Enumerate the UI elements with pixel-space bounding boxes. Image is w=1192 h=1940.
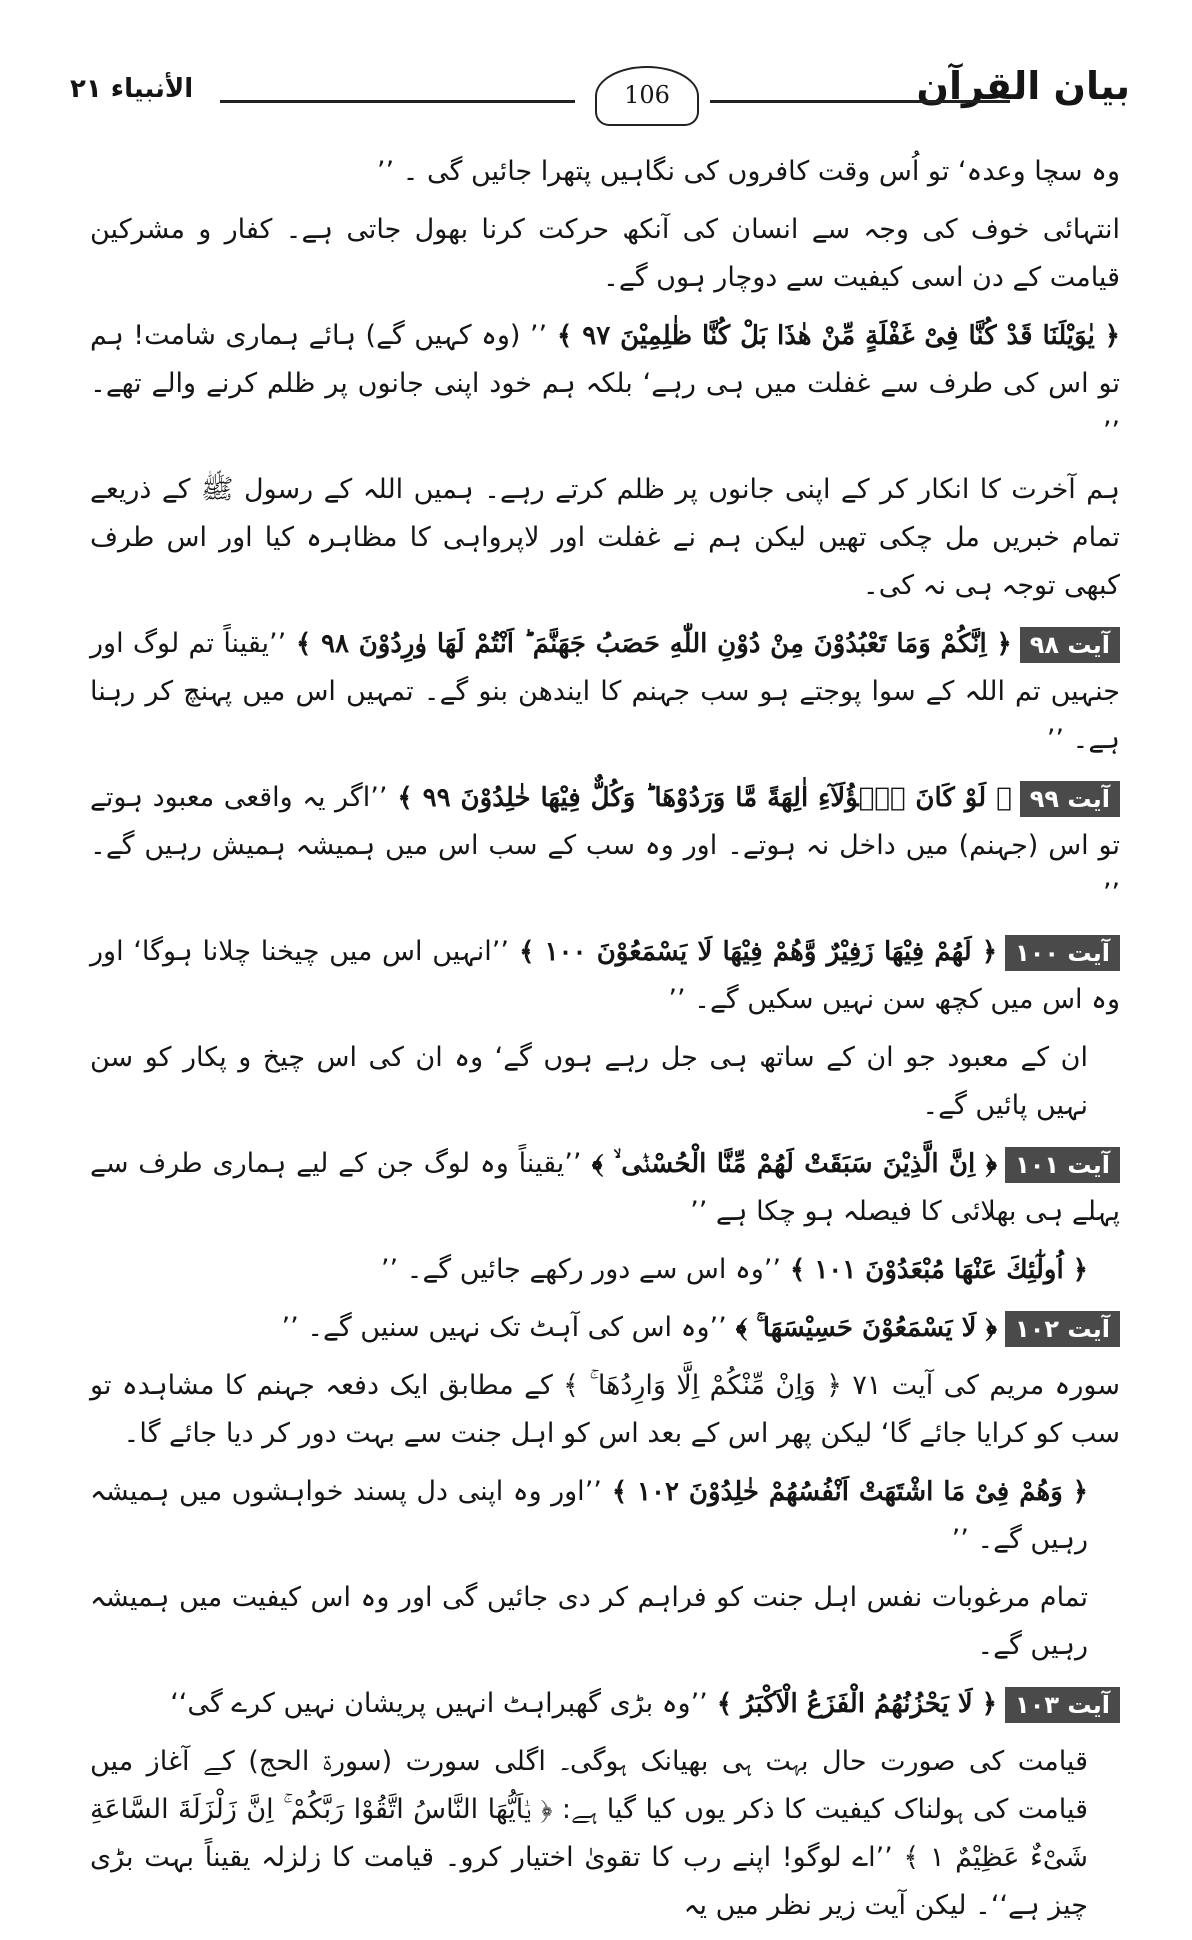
paragraph-gap (90, 918, 1120, 928)
ayah-number-badge: آیت ۱۰۱ (1005, 1147, 1120, 1183)
paragraph (90, 620, 1120, 764)
arabic-verse: ﴿ یٰوَیْلَنَا قَدْ کُنَّا فِیْ غَفْلَةٍ مِّنْ هٰذَا بَلْ کُنَّا ظٰلِمِیْنَ ۹۷ ﴾ (547, 321, 1121, 351)
surah-name: الأنبیاء ۲۱ (70, 74, 194, 104)
ayah-number-badge: آیت ۱۰۳ (1005, 1687, 1120, 1723)
urdu-text: ان کے معبود جو ان کے ساتھ ہی جل رہے ہوں گے‘ وہ ان کی اس چیخ و پکار کو سن نہیں پائیں گے۔ (90, 1042, 1088, 1121)
ayah-number-badge: آیت ۱۰۰ (1005, 935, 1120, 971)
paragraph-gap (90, 1930, 1120, 1940)
paragraph-gap (90, 1352, 1120, 1362)
paragraph (90, 1680, 1120, 1728)
page-number: 106 (595, 66, 699, 126)
paragraph (90, 928, 1120, 1024)
urdu-text: انتہائی خوف کی وجہ سے انسان کی آنکھ حرکت کرنا بھول جاتی ہے۔ کفار و مشرکین قیامت کے دن اسی کیفیت سے دوچار ہوں گے۔ (90, 214, 1120, 293)
urdu-text: ’’یقیناً وہ لوگ جن کے لیے ہماری طرف سے پہلے ہی بھلائی کا فیصلہ ہو چکا ہے ’’ (90, 1148, 1120, 1227)
paragraph (90, 1304, 1120, 1352)
ayah-number-badge: آیت ۱۰۲ (1005, 1311, 1120, 1347)
urdu-text: ’’اگر یہ واقعی معبود ہوتے تو اس (جہنم) میں داخل نہ ہوتے۔ اور وہ سب کے سب اس میں ہمیشہ ہمیش رہیں گے۔ ’’ (90, 782, 1120, 909)
paragraph (90, 1738, 1120, 1930)
urdu-text: ’’انہیں اس میں چیخنا چلانا ہوگا‘ اور وہ اس میں کچھ سن نہیں سکیں گے۔ ’’ (90, 936, 1120, 1015)
paragraph-gap (90, 302, 1120, 312)
arabic-verse: ﴿ لَا یَسْمَعُوْنَ حَسِیْسَهَا ۚ ﴾ (726, 1313, 998, 1343)
ayah-number-badge: آیت ۹۹ (1020, 781, 1120, 817)
urdu-text: ’’وہ اس سے دور رکھے جائیں گے۔ ’’ (380, 1254, 781, 1285)
book-title: بیان القرآن (916, 64, 1130, 108)
urdu-text: وہ سچا وعدہ‘ تو اُس وقت کافروں کی نگاہیں پتھرا جائیں گی ۔ ’’ (376, 156, 1120, 187)
paragraph (90, 206, 1120, 302)
paragraph (90, 774, 1120, 918)
paragraph (90, 1034, 1120, 1130)
paragraph (90, 148, 1120, 196)
paragraph-gap (90, 1024, 1120, 1034)
urdu-text: ’’وہ بڑی گھبراہٹ انہیں پریشان نہیں کرے گی‘‘ (170, 1688, 708, 1719)
urdu-text: تمام مرغوبات نفس اہل جنت کو فراہم کر دی جائیں گی اور وہ اس کیفیت میں ہمیشہ رہیں گے۔ (90, 1582, 1088, 1661)
urdu-text: ’’وہ اس کی آہٹ تک نہیں سنیں گے۔ ’’ (281, 1312, 727, 1343)
paragraph-gap (90, 1130, 1120, 1140)
paragraph-gap (90, 1728, 1120, 1738)
paragraph-gap (90, 1294, 1120, 1304)
paragraph-gap (90, 610, 1120, 620)
paragraph (90, 1362, 1120, 1458)
ayah-number-badge: آیت ۹۸ (1020, 627, 1120, 663)
paragraph (90, 1246, 1120, 1294)
arabic-verse: ﴿ لَا یَحْزُنُهُمُ الْفَزَعُ الْاَکْبَرُ ﴾ (707, 1689, 998, 1719)
urdu-text: ’’یقیناً تم لوگ اور جنہیں تم اللہ کے سوا پوجتے ہو سب جہنم کا ایندھن بنو گے۔ تمہیں اس میں پہنچ کر رہنا ہے۔ ’’ (90, 628, 1120, 755)
paragraph-gap (90, 1458, 1120, 1468)
paragraph-gap (90, 1670, 1120, 1680)
paragraph-gap (90, 1564, 1120, 1574)
arabic-verse: ﴿ وَهُمْ فِیْ مَا اشْتَهَتْ اَنْفُسُهُمْ خٰلِدُوْنَ ۱۰۲ ﴾ (601, 1477, 1088, 1507)
paragraph (90, 1140, 1120, 1236)
paragraph (90, 312, 1120, 456)
arabic-verse: ﴿ اِنَّکُمْ وَمَا تَعْبُدُوْنَ مِنْ دُوْنِ اللّٰهِ حَصَبُ جَهَنَّمَ ؕ اَنْتُمْ لَهَا وٰرِدُوْنَ ۹۸ ﴾ (286, 629, 1012, 659)
urdu-text: قیامت کی صورت حال بہت ہی بھیانک ہوگی۔ اگلی سورت (سورۃ الحج) کے آغاز میں قیامت کی ہولناک کیفیت کا ذکر یوں کیا گیا ہے: ﴿ یٰۤاَیُّهَا النَّاسُ اتَّقُوْا رَبَّکُمْ ۚ اِنَّ زَلْزَلَةَ السَّاعَةِ شَیْءٌ عَظِیْمٌ ۱ ﴾ ’’اے لوگو! اپنے رب کا تقویٰ اختیار کرو۔ قیامت کا زلزلہ یقیناً بہت بڑی چیز ہے‘‘۔ لیکن آیت زیر نظر میں یہ (90, 1746, 1088, 1921)
arabic-verse: ﴿ لَهُمْ فِیْهَا زَفِیْرٌ وَّهُمْ فِیْهَا لَا یَسْمَعُوْنَ ۱۰۰ ﴾ (508, 937, 998, 967)
paragraph-gap (90, 196, 1120, 206)
arabic-verse: ﴿ اُولٰٓئِكَ عَنْهَا مُبْعَدُوْنَ ۱۰۱ ﴾ (780, 1255, 1088, 1285)
paragraph-gap (90, 456, 1120, 466)
urdu-text: ’’ (وہ کہیں گے) ہائے ہماری شامت! ہم تو اس کی طرف سے غفلت میں ہی رہے‘ بلکہ ہم خود اپنی جانوں پر ظلم کرنے والے تھے۔ ’’ (90, 320, 1120, 447)
paragraph-gap (90, 764, 1120, 774)
arabic-verse: ﴿ لَوْ کَانَ هٰۤؤُلَآءِ اٰلِهَةً مَّا وَرَدُوْهَا ؕ وَکُلٌّ فِیْهَا خٰلِدُوْنَ ۹۹ ﴾ (387, 783, 1012, 813)
page-body (90, 148, 1120, 1940)
paragraph (90, 1468, 1120, 1564)
page-header (70, 60, 1130, 130)
urdu-text: سورہ مریم کی آیت ۷۱ ﴿ وَاِنْ مِّنْکُمْ اِلَّا وَارِدُهَا ۚ ﴾ کے مطابق ایک دفعہ جہنم کا مشاہدہ تو سب کو کرایا جائے گا‘ لیکن پھر اس کے بعد اس کو اہل جنت سے بہت دور کر دیا جائے گا۔ (90, 1370, 1120, 1449)
paragraph (90, 466, 1120, 610)
paragraph-gap (90, 1236, 1120, 1246)
arabic-verse: ﴿ اِنَّ الَّذِیْنَ سَبَقَتْ لَهُمْ مِّنَّا الْحُسْنٰۤی ۙ ﴾ (581, 1149, 998, 1179)
header-rule-right (710, 100, 1010, 103)
header-rule-left (220, 100, 575, 103)
paragraph (90, 1574, 1120, 1670)
urdu-text: ’’اور وہ اپنی دل پسند خواہشوں میں ہمیشہ رہیں گے۔ ’’ (90, 1476, 1088, 1555)
urdu-text: ہم آخرت کا انکار کر کے اپنی جانوں پر ظلم کرتے رہے۔ ہمیں اللہ کے رسول ﷺ کے ذریعے تمام خبریں مل چکی تھیں لیکن ہم نے غفلت اور لاپرواہی کا مظاہرہ کیا اور اس طرف کبھی توجہ ہی نہ کی۔ (90, 474, 1120, 601)
